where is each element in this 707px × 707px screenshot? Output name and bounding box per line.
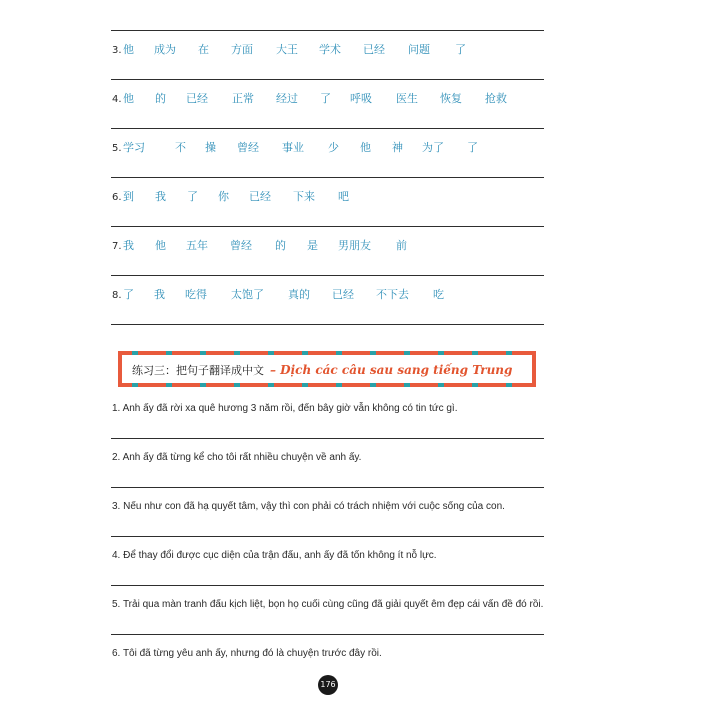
item-number: 3. xyxy=(112,45,122,56)
word-tile: 呼吸 xyxy=(350,92,372,105)
item-number: 6. xyxy=(112,192,122,203)
word-tile: 他 xyxy=(155,239,166,252)
translation-item: 2. Anh ấy đã từng kể cho tôi rất nhiều chuyện về anh ấy. xyxy=(112,452,362,463)
word-tile: 成为 xyxy=(154,43,176,56)
answer-line xyxy=(111,128,544,129)
word-tile: 他 xyxy=(123,92,134,105)
item-number: 5. xyxy=(112,143,122,154)
answer-line xyxy=(111,324,544,325)
translation-item: 5. Trải qua màn tranh đấu kịch liệt, bọn họ cuối cùng cũng đã giải quyết êm đẹp cái vấn đề đó rồi. xyxy=(112,599,544,610)
answer-line xyxy=(111,487,544,488)
word-tile: 在 xyxy=(198,43,209,56)
word-tile: 吃得 xyxy=(185,288,207,301)
answer-line xyxy=(111,226,544,227)
word-tile: 正常 xyxy=(232,92,254,105)
word-tile: 曾经 xyxy=(230,239,252,252)
word-order-item xyxy=(112,40,552,60)
answer-line xyxy=(111,536,544,537)
word-tile: 不 xyxy=(175,141,186,154)
word-tile: 学术 xyxy=(319,43,341,56)
word-tile: 五年 xyxy=(186,239,208,252)
word-tile: 大王 xyxy=(276,43,298,56)
item-number: 4. xyxy=(112,94,122,105)
word-tile: 不下去 xyxy=(376,288,409,301)
answer-line xyxy=(111,79,544,80)
word-tile: 为了 xyxy=(422,141,444,154)
word-tile: 抢救 xyxy=(485,92,507,105)
word-tile: 我 xyxy=(123,239,134,252)
word-tile: 学习 xyxy=(123,141,145,154)
word-tile: 我 xyxy=(155,190,166,203)
translation-item: 6. Tôi đã từng yêu anh ấy, nhưng đó là chuyện trước đây rồi. xyxy=(112,648,382,659)
word-tile: 曾经 xyxy=(237,141,259,154)
word-order-item xyxy=(112,89,552,109)
answer-line xyxy=(111,30,544,31)
word-tile: 你 xyxy=(218,190,229,203)
word-tile: 操 xyxy=(205,141,216,154)
word-tile: 下来 xyxy=(293,190,315,203)
word-tile: 到 xyxy=(123,190,134,203)
translation-item: 3. Nếu như con đã hạ quyết tâm, vậy thì con phải có trách nhiệm với cuộc sống của con. xyxy=(112,501,505,512)
word-order-item xyxy=(112,236,552,256)
word-tile: 男朋友 xyxy=(338,239,371,252)
word-tile: 医生 xyxy=(396,92,418,105)
word-tile: 吃 xyxy=(433,288,444,301)
answer-line xyxy=(111,585,544,586)
translation-item: 1. Anh ấy đã rời xa quê hương 3 năm rồi, đến bây giờ vẫn không có tin tức gì. xyxy=(112,403,458,414)
word-tile: 他 xyxy=(360,141,371,154)
word-tile: 吧 xyxy=(338,190,349,203)
word-tile: 太饱了 xyxy=(231,288,264,301)
word-tile: 方面 xyxy=(231,43,253,56)
word-tile: 他 xyxy=(123,43,134,56)
word-tile: 事业 xyxy=(282,141,304,154)
word-tile: 已经 xyxy=(186,92,208,105)
word-tile: 了 xyxy=(467,141,478,154)
word-tile: 真的 xyxy=(288,288,310,301)
word-tile: 我 xyxy=(154,288,165,301)
item-number: 7. xyxy=(112,241,122,252)
word-tile: 经过 xyxy=(276,92,298,105)
word-tile: 前 xyxy=(396,239,407,252)
word-tile: 已经 xyxy=(249,190,271,203)
exercise-title-vietnamese: – Dịch các câu sau sang tiếng Trung xyxy=(270,363,513,377)
answer-line xyxy=(111,634,544,635)
word-tile: 了 xyxy=(320,92,331,105)
answer-line xyxy=(111,177,544,178)
word-tile: 问题 xyxy=(408,43,430,56)
word-order-item xyxy=(112,187,552,207)
item-number: 8. xyxy=(112,290,122,301)
word-tile: 的 xyxy=(275,239,286,252)
word-tile: 已经 xyxy=(332,288,354,301)
translation-item: 4. Để thay đổi được cục diện của trận đấu, anh ấy đã tốn không ít nỗ lực. xyxy=(112,550,437,561)
word-tile: 了 xyxy=(455,43,466,56)
exercise-title-chinese: 练习三：把句子翻译成中文 xyxy=(132,364,264,377)
word-tile: 是 xyxy=(307,239,318,252)
word-tile: 了 xyxy=(187,190,198,203)
page-number: 176 xyxy=(318,675,338,695)
word-order-item xyxy=(112,285,552,305)
word-tile: 神 xyxy=(392,141,403,154)
word-tile: 了 xyxy=(123,288,134,301)
answer-line xyxy=(111,275,544,276)
answer-line xyxy=(111,438,544,439)
exercise-3-banner xyxy=(118,351,536,387)
word-tile: 已经 xyxy=(363,43,385,56)
word-tile: 恢复 xyxy=(440,92,462,105)
word-order-item xyxy=(112,138,552,158)
word-tile: 少 xyxy=(328,141,339,154)
word-tile: 的 xyxy=(155,92,166,105)
